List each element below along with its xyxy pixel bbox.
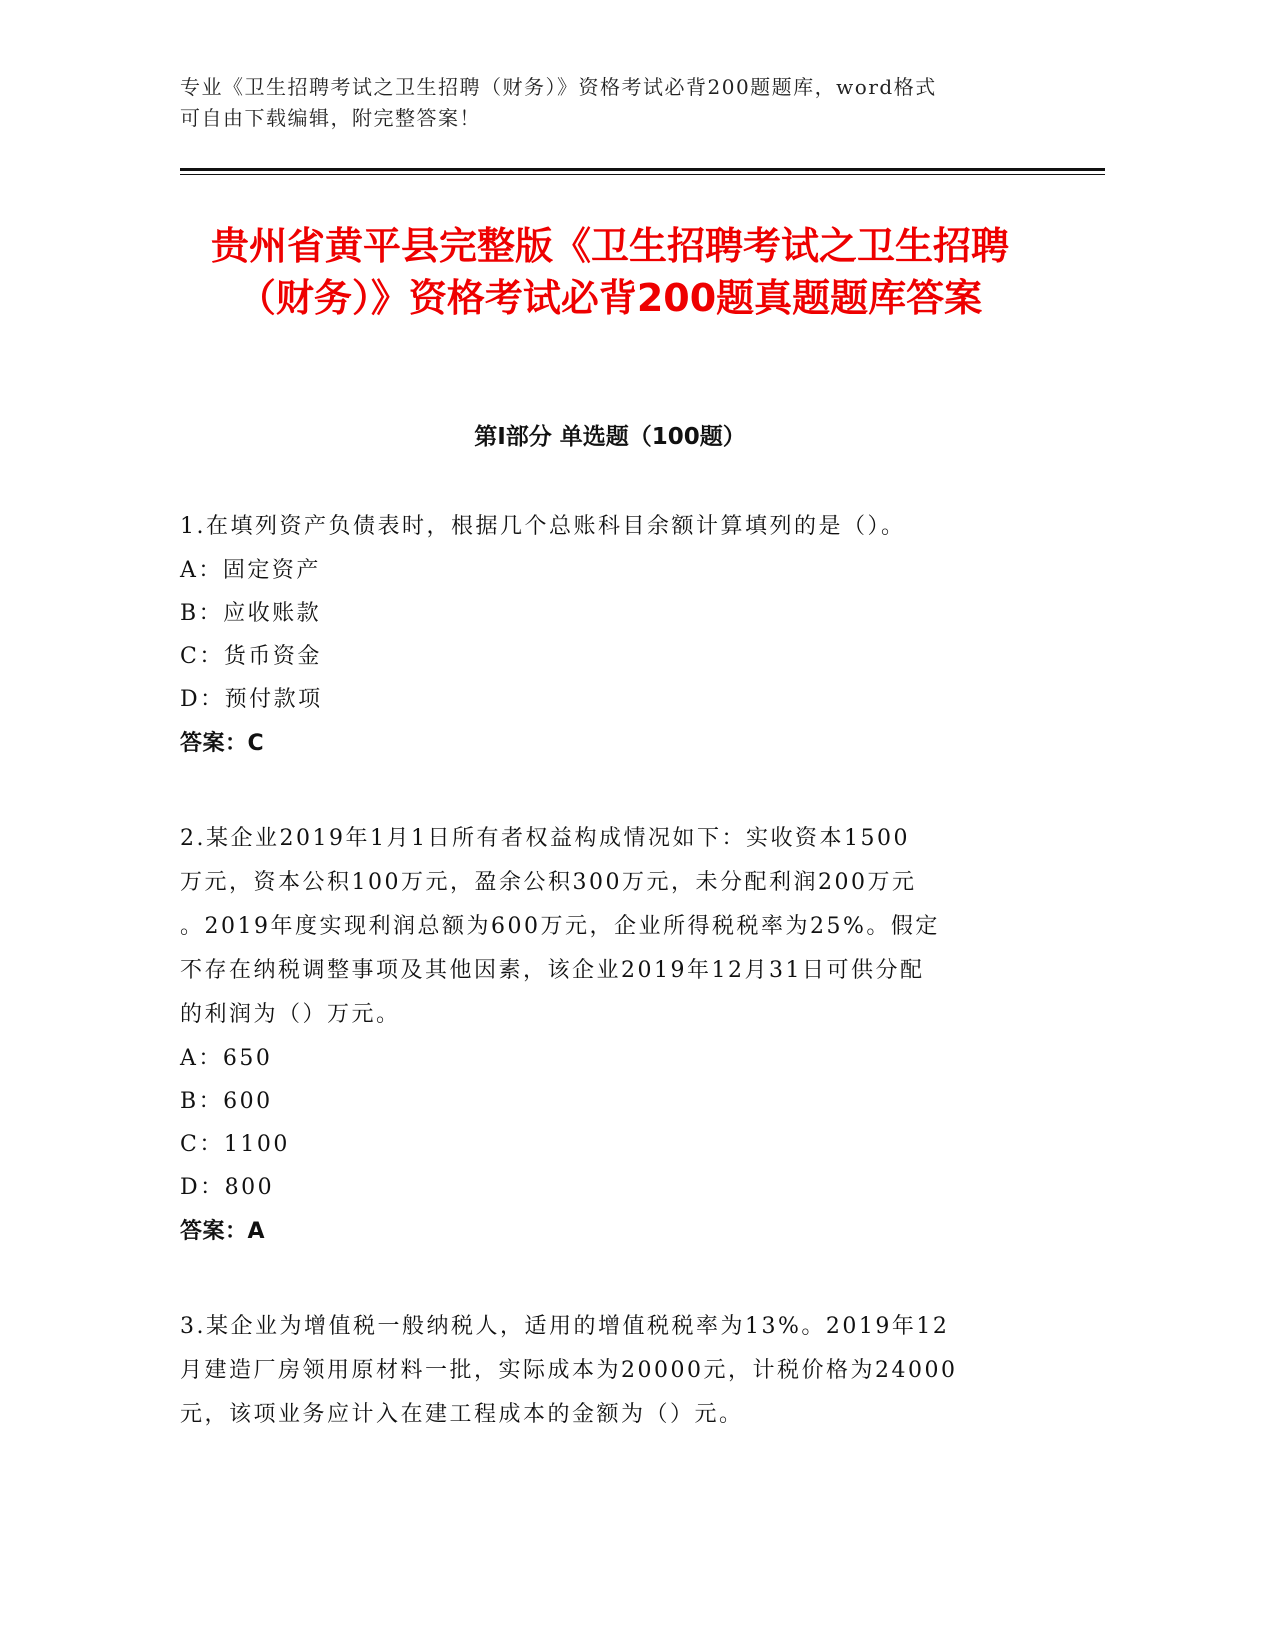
option-a: A：固定资产	[180, 558, 321, 583]
question-2	[180, 817, 1050, 1255]
option-d: D：预付款项	[180, 687, 323, 712]
option-c: C：1100	[180, 1132, 290, 1157]
question-stem: 1.在填列资产负债表时，根据几个总账科目余额计算填列的是（）。	[180, 514, 906, 539]
document-title: 贵州省黄平县完整版《卫生招聘考试之卫生招聘（财务）》资格考试必背200题真题题库答案	[210, 224, 1009, 320]
section-heading: 第I部分 单选题（100题）	[474, 424, 746, 450]
answer: 答案：A	[180, 1219, 266, 1244]
option-a: A：650	[180, 1046, 273, 1071]
question-3	[180, 1305, 1050, 1437]
option-b: B：应收账款	[180, 601, 322, 626]
answer: 答案：C	[180, 731, 265, 756]
header-note-line-1: 专业《卫生招聘考试之卫生招聘（财务）》资格考试必背200题题库，word格式	[180, 75, 937, 99]
question-stem: 3.某企业为增值税一般纳税人，适用的增值税税率为13%。2019年12 月建造厂房领用原材料一批，实际成本为20000元，计税价格为24000 元，该项业务应计入在建工程成本的金额为（）元。	[180, 1314, 958, 1427]
question-1	[180, 505, 1050, 767]
header-note-line-2: 可自由下载编辑，附完整答案！	[180, 106, 481, 130]
question-list	[180, 505, 1050, 1487]
question-stem: 2.某企业2019年1月1日所有者权益构成情况如下：实收资本1500 万元，资本公积100万元，盈余公积300万元，未分配利润200万元 。2019年度实现利润总额为600万元，企业所得税税率为25%。假定 不存在纳税调整事项及其他因素，该企业2019年12月31日可供分配 的利润为（）万元。	[180, 826, 940, 1027]
option-c: C：货币资金	[180, 644, 322, 669]
option-b: B：600	[180, 1089, 273, 1114]
header-note	[180, 72, 1040, 134]
header-divider-thin	[180, 174, 1105, 175]
option-d: D：800	[180, 1175, 275, 1200]
header-divider-thick	[180, 168, 1105, 171]
